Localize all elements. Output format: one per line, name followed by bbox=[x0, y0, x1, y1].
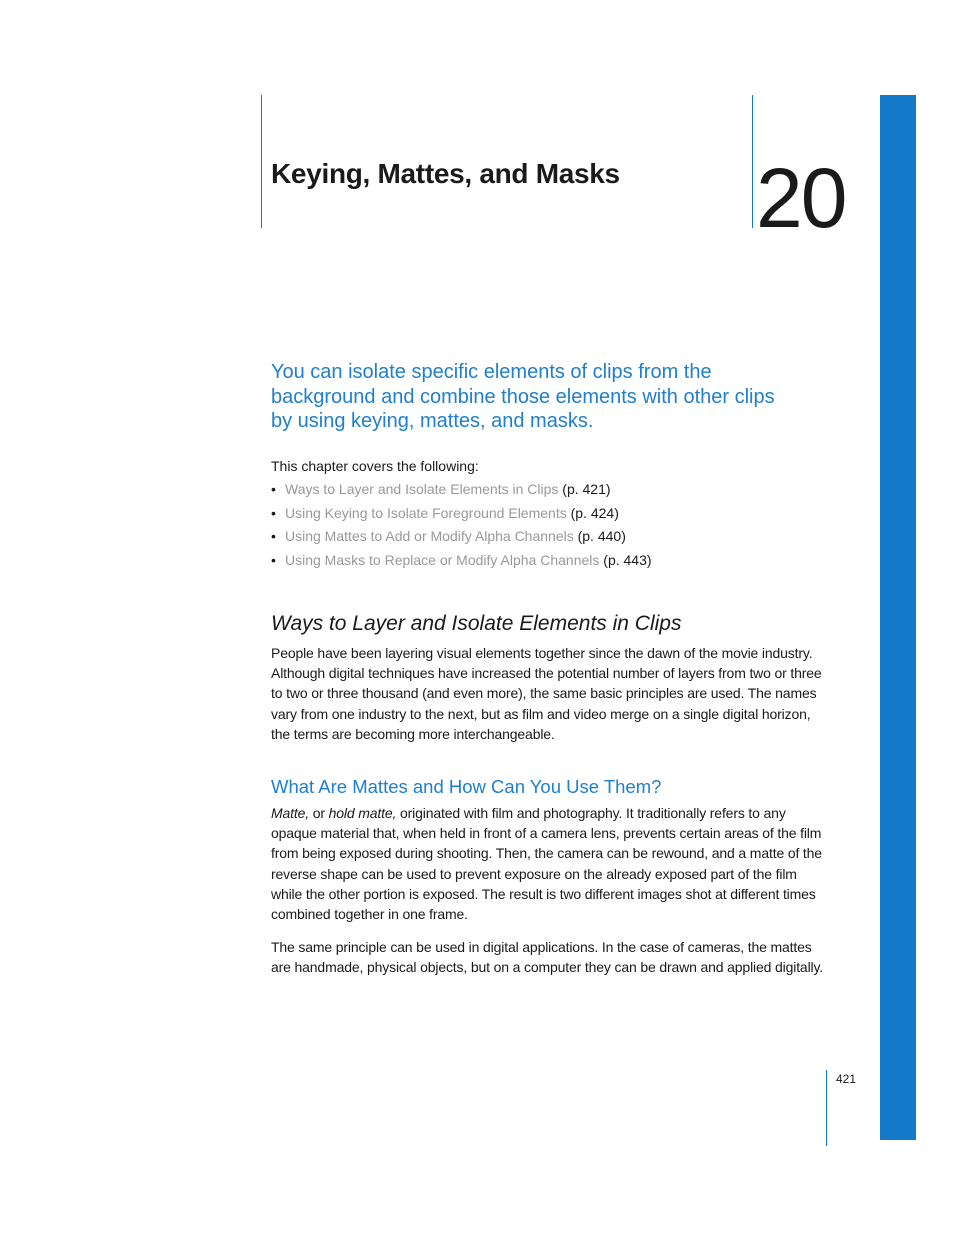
page-number: 421 bbox=[836, 1072, 857, 1086]
toc-link-keying[interactable]: Using Keying to Isolate Foreground Elements bbox=[285, 504, 567, 521]
bullet: • bbox=[271, 528, 276, 544]
toc-page-ref: (p. 440) bbox=[573, 528, 626, 544]
section-body-mattes bbox=[271, 803, 827, 924]
toc-item bbox=[271, 503, 652, 527]
chapter-toc bbox=[271, 479, 652, 573]
covers-label: This chapter covers the following: bbox=[271, 458, 479, 474]
toc-page-ref: (p. 443) bbox=[599, 551, 652, 568]
chapter-number-rule bbox=[752, 95, 753, 228]
toc-item bbox=[271, 526, 652, 550]
section-body-layering: People have been layering visual elements together since the dawn of the movie industry. Although digital techniques have increased the potential number of layers from two or three to two or three thousand (and even more), the same basic principles are used. The names vary from one industry to the next, but as film and video merge on a single digital horizon, the terms are becoming more interchangeable. bbox=[271, 645, 822, 742]
section-heading-layering: Ways to Layer and Isolate Elements in Clips bbox=[271, 612, 682, 635]
bullet: • bbox=[271, 551, 276, 568]
toc-item bbox=[271, 479, 652, 503]
toc-link-masks[interactable]: Using Masks to Replace or Modify Alpha Channels bbox=[285, 551, 600, 568]
section-body-digital: The same principle can be used in digital applications. In the case of cameras, the mattes are handmade, physical objects, but on a computer they can be drawn and applied digitally. bbox=[271, 939, 824, 976]
chapter-title: Keying, Mattes, and Masks bbox=[271, 158, 620, 189]
bullet: • bbox=[271, 481, 276, 497]
title-rule bbox=[261, 95, 262, 228]
chapter-side-tab bbox=[880, 95, 916, 1140]
section-heading-mattes: What Are Mattes and How Can You Use Them? bbox=[271, 776, 662, 797]
toc-page-ref: (p. 421) bbox=[558, 481, 611, 497]
term-matte: Matte, bbox=[271, 805, 310, 821]
toc-item bbox=[271, 550, 652, 574]
toc-link-layer-isolate[interactable]: Ways to Layer and Isolate Elements in Clips bbox=[285, 481, 559, 497]
page-number-rule bbox=[826, 1070, 827, 1146]
toc-page-ref: (p. 424) bbox=[566, 504, 619, 521]
term-hold-matte: hold matte, bbox=[328, 805, 397, 821]
toc-link-mattes[interactable]: Using Mattes to Add or Modify Alpha Channels bbox=[285, 528, 574, 544]
chapter-intro: You can isolate specific elements of clips from the background and combine those elements with other clips by using keying, mattes, and masks. bbox=[271, 361, 775, 432]
bullet: • bbox=[271, 504, 276, 521]
matte-definition: originated with film and photography. It traditionally refers to any opaque material that, when held in front of a camera lens, prevents certain areas of the film from being exposed during shooting. Then, the camera can be rewound, and a matte of the reverse shape can be used to prevent exposure on the already exposed part of the film while the other portion is exposed. The result is two different images shot at different times combined together in one frame. bbox=[271, 805, 822, 923]
chapter-number: 20 bbox=[756, 151, 846, 245]
conjunction: or bbox=[309, 805, 329, 821]
